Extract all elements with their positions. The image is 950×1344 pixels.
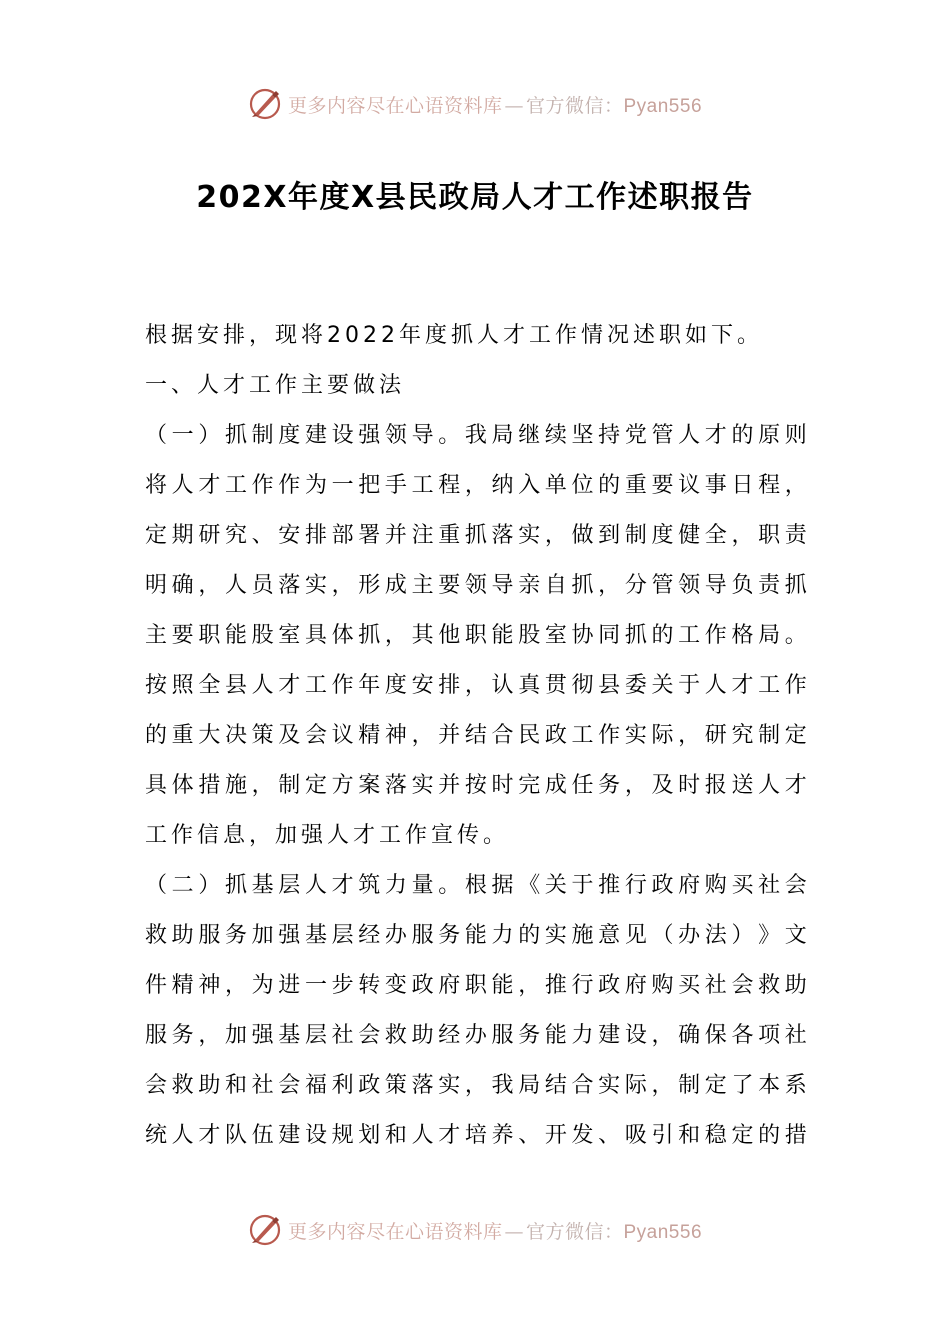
text-line: 明 确 ， 人 员 落 实 ， 形 成 主 要 领 导 亲 自 抓 ， 分 管 领 导 负 责 抓: [145, 573, 807, 598]
text-line: 一、人才工作主要做法: [145, 373, 406, 398]
pen-logo-icon: [248, 87, 282, 121]
text-line: （ 一 ） 抓 制 度 建 设 强 领 导 。 我 局 继 续 坚 持 党 管 人 才 的 原 则: [145, 423, 807, 448]
text-line: 将 人 才 工 作 作 为 一 把 手 工 程 ， 纳 入 单 位 的 重 要 议 事 日 程 ，: [145, 473, 807, 498]
document-title: 202X年度X县民政局人才工作述职报告: [196, 180, 754, 215]
text-line: 件 精 神 ， 为 进 一 步 转 变 政 府 职 能 ， 推 行 政 府 购 买 社 会 救 助: [145, 973, 807, 998]
text-line: 具 体 措 施 ， 制 定 方 案 落 实 并 按 时 完 成 任 务 ， 及 时 报 送 人 才: [145, 773, 807, 798]
text-line: 按 照 全 县 人 才 工 作 年 度 安 排 ， 认 真 贯 彻 县 委 关 于 人 才 工 作: [145, 673, 807, 698]
header-watermark: [0, 84, 950, 124]
text-line: 统 人 才 队 伍 建 设 规 划 和 人 才 培 养 、 开 发 、 吸 引 和 稳 定 的 措: [145, 1123, 807, 1148]
text-line: 主 要 职 能 股 室 具 体 抓 ， 其 他 职 能 股 室 协 同 抓 的 工 作 格 局 。: [145, 623, 807, 648]
watermark-text: 更多内容尽在心语资料库 — 官方微信：Pyan556: [287, 94, 703, 117]
text-line: 会 救 助 和 社 会 福 利 政 策 落 实 ， 我 局 结 合 实 际 ， 制 定 了 本 系: [145, 1073, 807, 1098]
text-line: 定 期 研 究 、 安 排 部 署 并 注 重 抓 落 实 ， 做 到 制 度 健 全 ， 职 责: [145, 523, 807, 548]
document-body: [145, 311, 807, 1161]
text-line: 服 务 ， 加 强 基 层 社 会 救 助 经 办 服 务 能 力 建 设 ， 确 保 各 项 社: [145, 1023, 807, 1048]
watermark-text: 更多内容尽在心语资料库 — 官方微信：Pyan556: [287, 1220, 703, 1243]
text-line: 的 重 大 决 策 及 会 议 精 神 ， 并 结 合 民 政 工 作 实 际 ， 研 究 制 定: [145, 723, 807, 748]
pen-logo-icon: [248, 1213, 282, 1247]
footer-watermark: [0, 1210, 950, 1250]
text-line: 救 助 服 务 加 强 基 层 经 办 服 务 能 力 的 实 施 意 见 （ 办 法 ） 》 文: [145, 923, 807, 948]
text-line: 根据安排，现将2022年度抓人才工作情况述职如下。: [145, 323, 763, 348]
text-line: 工作信息，加强人才工作宣传。: [145, 823, 510, 848]
text-line: （ 二 ） 抓 基 层 人 才 筑 力 量 。 根 据 《 关 于 推 行 政 府 购 买 社 会: [145, 873, 807, 898]
